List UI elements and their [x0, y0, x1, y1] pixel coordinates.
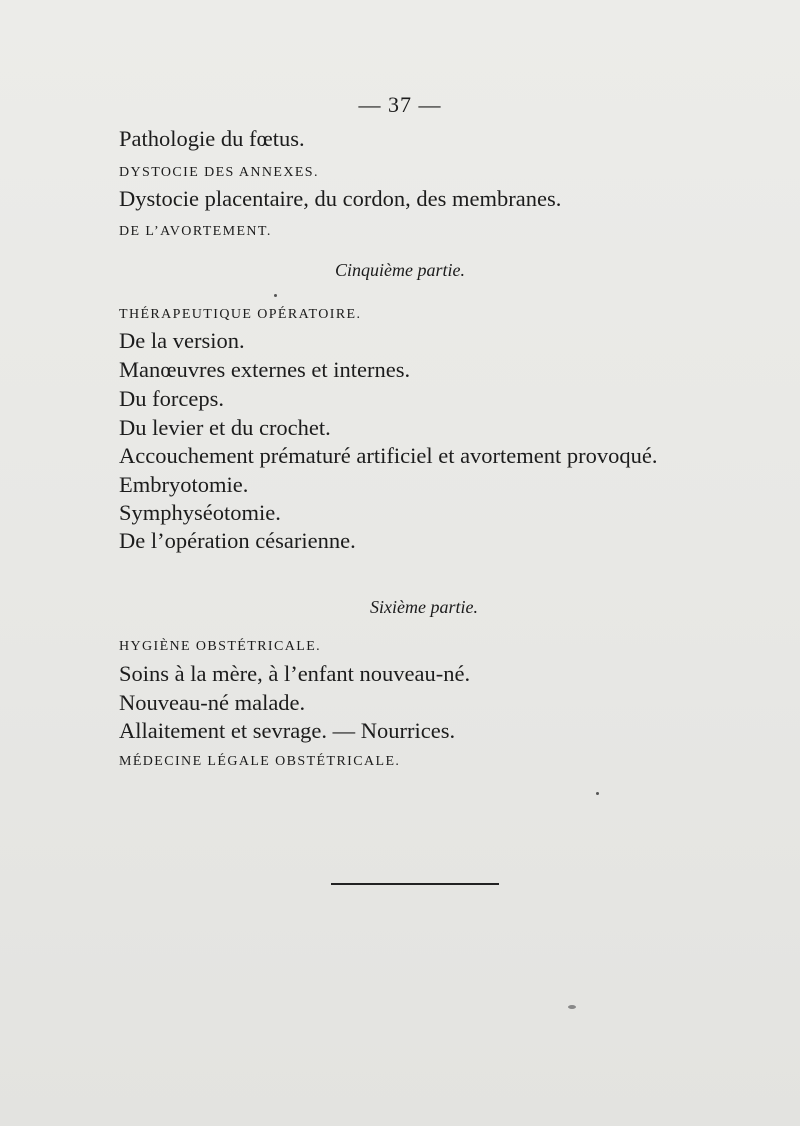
- list-item: Symphyséotomie.: [119, 500, 281, 525]
- list-item: Embryotomie.: [119, 472, 249, 497]
- text-line-dystocie-placentaire: Dystocie placentaire, du cordon, des membranes.: [119, 186, 562, 211]
- list-item: Nouveau-né malade.: [119, 690, 306, 715]
- closing-rule: [331, 883, 499, 885]
- part-title-sixieme: Sixième partie.: [370, 597, 478, 617]
- page-number: — 37 —: [358, 92, 442, 117]
- list-item: Manœuvres externes et internes.: [119, 357, 411, 382]
- list-item: Du forceps.: [119, 386, 224, 411]
- heading-medecine-legale: MÉDECINE LÉGALE OBSTÉTRICALE.: [119, 754, 401, 769]
- list-item: Soins à la mère, à l’enfant nouveau-né.: [119, 661, 471, 686]
- heading-dystocie-annexes: DYSTOCIE DES ANNEXES.: [119, 165, 319, 180]
- heading-therapeutique: THÉRAPEUTIQUE OPÉRATOIRE.: [119, 307, 362, 322]
- heading-hygiene: HYGIÈNE OBSTÉTRICALE.: [119, 639, 322, 654]
- list-item: Du levier et du crochet.: [119, 415, 331, 440]
- paper-speck: [596, 792, 599, 795]
- text-line-pathologie: Pathologie du fœtus.: [119, 126, 305, 151]
- heading-avortement: DE L’AVORTEMENT.: [119, 224, 272, 239]
- list-item: Accouchement prématuré artificiel et avortement provoqué.: [119, 443, 658, 468]
- paper-speck: [274, 294, 277, 297]
- part-title-cinquieme: Cinquième partie.: [335, 260, 465, 280]
- list-item: Allaitement et sevrage. — Nourrices.: [119, 718, 456, 743]
- paper-speck: [568, 1005, 576, 1009]
- list-item: De la version.: [119, 328, 245, 353]
- list-item: De l’opération césarienne.: [119, 528, 356, 553]
